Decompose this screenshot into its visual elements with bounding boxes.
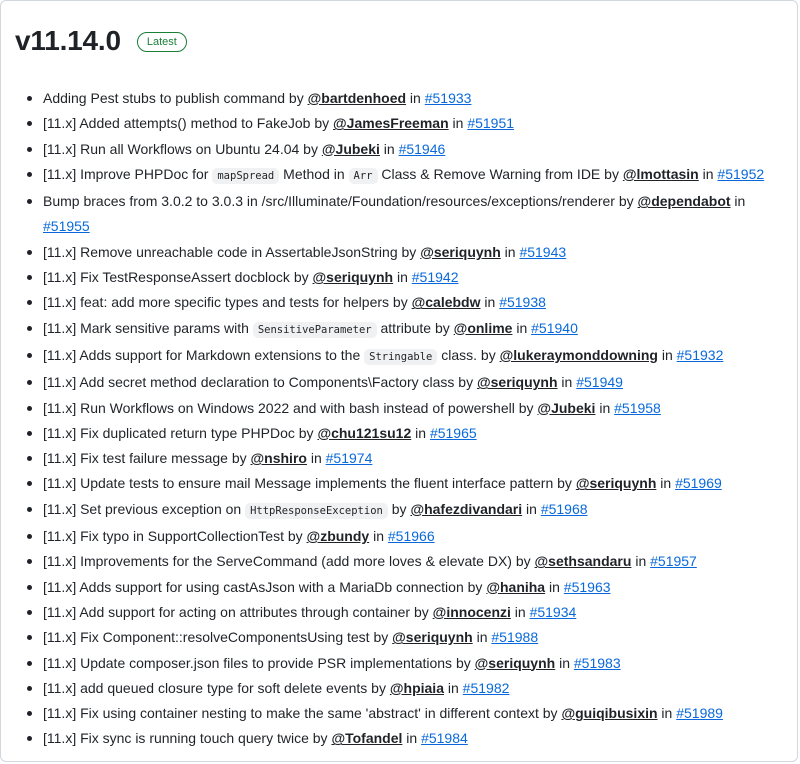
- change-description: [11.x] Added attempts() method to FakeJob: [43, 115, 311, 132]
- by-label: by: [452, 654, 475, 671]
- pull-request-link[interactable]: #51963: [563, 578, 611, 595]
- pull-request-link[interactable]: #51933: [424, 90, 472, 106]
- by-label: by: [289, 269, 313, 286]
- change-description-continued: Class & Remove Warning from IDE: [377, 165, 601, 182]
- in-label: in: [555, 654, 574, 671]
- in-label: in: [443, 679, 463, 696]
- change-description: [11.x] Fix using container nesting to make the same 'abstract' in different context: [43, 705, 539, 722]
- change-description: [11.x] Add support for acting on attributes through container: [43, 603, 411, 620]
- inline-code: HttpResponseException: [245, 503, 388, 519]
- change-item: [43, 575, 788, 600]
- change-item: [43, 316, 788, 343]
- change-description-continued: attribute: [376, 319, 432, 336]
- change-description: [11.x] Adds support for using castAsJson with a MariaDb connection: [43, 578, 464, 595]
- inline-code: Stringable: [364, 349, 437, 365]
- author-link[interactable]: @JamesFreeman: [333, 115, 449, 132]
- pull-request-link[interactable]: #51983: [573, 654, 621, 671]
- pull-request-link[interactable]: #51946: [398, 140, 446, 157]
- change-item: [43, 86, 788, 111]
- change-description: [11.x] Run Workflows on Windows 2022 and with bash instead of powershell: [43, 399, 515, 416]
- change-description: [11.x] Set previous exception on: [43, 500, 246, 517]
- change-description: Adding Pest stubs to publish command: [43, 90, 286, 106]
- by-label: by: [431, 319, 454, 336]
- change-description: [11.x] Fix sync is running touch query twice: [43, 730, 309, 747]
- by-label: by: [387, 500, 411, 517]
- pull-request-link[interactable]: #51952: [717, 165, 765, 182]
- change-item: [43, 497, 788, 524]
- change-item: [43, 370, 788, 395]
- by-label: by: [227, 450, 251, 467]
- change-description: Bump braces from 3.0.2 to 3.0.3 in /src/Illuminate/Foundation/resources/exceptions/renderer: [43, 193, 615, 210]
- pull-request-link[interactable]: #51984: [421, 730, 468, 747]
- author-link[interactable]: @nshiro: [250, 450, 307, 467]
- change-description: [11.x] Run all Workflows on Ubuntu 24.04: [43, 140, 300, 157]
- change-item: [43, 137, 788, 162]
- by-label: by: [410, 603, 433, 620]
- pull-request-link[interactable]: #51949: [576, 374, 623, 391]
- pull-request-link[interactable]: #51938: [499, 294, 546, 311]
- author-link[interactable]: @Tofandel: [331, 730, 403, 747]
- pull-request-link[interactable]: #51982: [462, 679, 510, 696]
- pull-request-link[interactable]: #51965: [429, 424, 477, 441]
- change-item: [43, 524, 788, 549]
- in-label: in: [480, 294, 500, 311]
- author-link[interactable]: @innocenzi: [432, 603, 511, 620]
- change-description: [11.x] Fix test failure message: [43, 450, 228, 467]
- change-description-continued: Method in: [279, 165, 349, 182]
- change-description: [11.x] Update composer.json files to provide PSR implementations: [43, 654, 453, 671]
- change-item: [43, 651, 788, 676]
- pull-request-link[interactable]: #51957: [650, 553, 697, 570]
- author-link[interactable]: @seriquynh: [420, 243, 501, 260]
- change-description: [11.x] Update tests to ensure mail Message implements the fluent interface pattern: [43, 475, 554, 492]
- author-link[interactable]: @sethsandaru: [534, 553, 632, 570]
- latest-badge: Latest: [137, 32, 187, 52]
- by-label: by: [310, 115, 334, 132]
- pull-request-link[interactable]: #51951: [467, 115, 515, 132]
- by-label: by: [369, 629, 393, 646]
- author-link[interactable]: @haniha: [486, 578, 546, 595]
- change-item: [43, 726, 788, 751]
- in-label: in: [448, 115, 468, 132]
- by-label: by: [538, 705, 562, 722]
- release-header: [15, 21, 187, 61]
- by-label: by: [514, 399, 538, 416]
- author-link[interactable]: @hafezdivandari: [410, 500, 523, 517]
- in-label: in: [545, 578, 564, 595]
- in-label: in: [522, 500, 541, 517]
- by-label: by: [463, 578, 487, 595]
- change-item: [43, 290, 788, 315]
- change-item: [43, 446, 788, 471]
- change-item: [43, 265, 788, 290]
- in-label: in: [411, 424, 430, 441]
- by-label: by: [600, 165, 623, 182]
- change-description: [11.x] Fix typo in SupportCollectionTest: [43, 528, 284, 545]
- by-label: by: [308, 730, 332, 747]
- changes-list: [24, 86, 788, 752]
- author-link[interactable]: @calebdw: [411, 294, 481, 311]
- change-description: [11.x] add queued closure type for soft delete events: [43, 679, 368, 696]
- change-item: [43, 189, 788, 240]
- change-item: [43, 471, 788, 496]
- change-description: [11.x] Add secret method declaration to Components\Factory class: [43, 374, 455, 391]
- in-label: in: [657, 705, 677, 722]
- author-link[interactable]: @Jubeki: [537, 399, 596, 416]
- by-label: by: [283, 528, 307, 545]
- change-description: [11.x] feat: add more specific types and tests for helpers: [43, 294, 390, 311]
- change-description: [11.x] Improvements for the ServeCommand (add more loves & elevate DX): [43, 553, 512, 570]
- pull-request-link[interactable]: #51966: [387, 528, 435, 545]
- pull-request-link[interactable]: #51988: [491, 629, 539, 646]
- author-link[interactable]: @lukeraymonddowning: [499, 346, 658, 363]
- inline-code: SensitiveParameter: [253, 322, 377, 338]
- author-link[interactable]: @seriquynh: [312, 269, 394, 286]
- author-link[interactable]: @dependabot: [637, 193, 731, 210]
- in-label: in: [631, 553, 651, 570]
- by-label: by: [285, 90, 308, 106]
- by-label: by: [389, 294, 412, 311]
- change-description: [11.x] Mark sensitive params with: [43, 319, 253, 336]
- change-description: [11.x] Fix duplicated return type PHPDoc: [43, 424, 295, 441]
- release-title[interactable]: v11.14.0: [15, 25, 121, 56]
- change-description-continued: class.: [437, 346, 478, 363]
- author-link[interactable]: @bartdenhoed: [307, 90, 407, 106]
- change-item: [43, 549, 788, 574]
- pull-request-link[interactable]: #51969: [675, 475, 722, 492]
- change-item: [43, 701, 788, 726]
- author-link[interactable]: @seriquynh: [575, 475, 657, 492]
- in-label: in: [557, 374, 577, 391]
- change-description: [11.x] Fix TestResponseAssert docblock: [43, 269, 290, 286]
- by-label: by: [477, 346, 500, 363]
- change-description: [11.x] Improve PHPDoc for: [43, 165, 213, 182]
- inline-code: Arr: [349, 168, 378, 184]
- pull-request-link[interactable]: #51958: [614, 399, 661, 416]
- by-label: by: [553, 475, 576, 492]
- by-label: by: [614, 193, 638, 210]
- change-description: [11.x] Remove unreachable code in AssertableJsonString: [43, 243, 398, 260]
- by-label: by: [454, 374, 477, 391]
- pull-request-link[interactable]: #51955: [43, 218, 90, 235]
- author-link[interactable]: @chu121su12: [317, 424, 412, 441]
- change-description: [11.x] Adds support for Markdown extensions to the: [43, 346, 365, 363]
- in-label: in: [393, 269, 412, 286]
- pull-request-link[interactable]: #51942: [411, 269, 459, 286]
- in-label: in: [306, 450, 326, 467]
- by-label: by: [367, 679, 390, 696]
- change-item: [43, 625, 788, 650]
- author-link[interactable]: @seriquynh: [392, 629, 473, 646]
- change-item: [43, 111, 788, 136]
- in-label: in: [379, 140, 399, 157]
- pull-request-link[interactable]: #51989: [676, 705, 723, 722]
- in-label: in: [595, 399, 615, 416]
- author-link[interactable]: @zbundy: [306, 528, 370, 545]
- author-link[interactable]: @seriquynh: [474, 654, 556, 671]
- change-item: [43, 396, 788, 421]
- change-item: [43, 421, 788, 446]
- in-label: in: [657, 346, 677, 363]
- inline-code: mapSpread: [212, 168, 279, 184]
- in-label: in: [472, 629, 492, 646]
- change-description: [11.x] Fix Component::resolveComponentsUsing test: [43, 629, 370, 646]
- pull-request-link[interactable]: #51934: [529, 603, 577, 620]
- pull-request-link[interactable]: #51974: [325, 450, 373, 467]
- in-label: in: [500, 243, 520, 260]
- pull-request-link[interactable]: #51943: [519, 243, 567, 260]
- pull-request-link[interactable]: #51940: [531, 319, 578, 336]
- change-item: [43, 162, 788, 189]
- in-label: in: [656, 475, 676, 492]
- in-label: in: [510, 603, 530, 620]
- pull-request-link[interactable]: #51968: [540, 500, 588, 517]
- author-link[interactable]: @seriquynh: [476, 374, 558, 391]
- by-label: by: [397, 243, 421, 260]
- author-link[interactable]: @guiqibusixin: [561, 705, 658, 722]
- in-label: in: [369, 528, 388, 545]
- by-label: by: [294, 424, 318, 441]
- author-link[interactable]: @onlime: [453, 319, 513, 336]
- change-item: [43, 676, 788, 701]
- author-link[interactable]: @hpiaia: [389, 679, 444, 696]
- change-item: [43, 343, 788, 370]
- author-link[interactable]: @lmottasin: [622, 165, 699, 182]
- in-label: in: [406, 90, 425, 106]
- in-label: in: [402, 730, 422, 747]
- in-label: in: [730, 193, 746, 210]
- change-item: [43, 240, 788, 265]
- in-label: in: [698, 165, 718, 182]
- in-label: in: [512, 319, 532, 336]
- pull-request-link[interactable]: #51932: [676, 346, 724, 363]
- author-link[interactable]: @Jubeki: [321, 140, 380, 157]
- change-item: [43, 600, 788, 625]
- by-label: by: [299, 140, 322, 157]
- by-label: by: [511, 553, 535, 570]
